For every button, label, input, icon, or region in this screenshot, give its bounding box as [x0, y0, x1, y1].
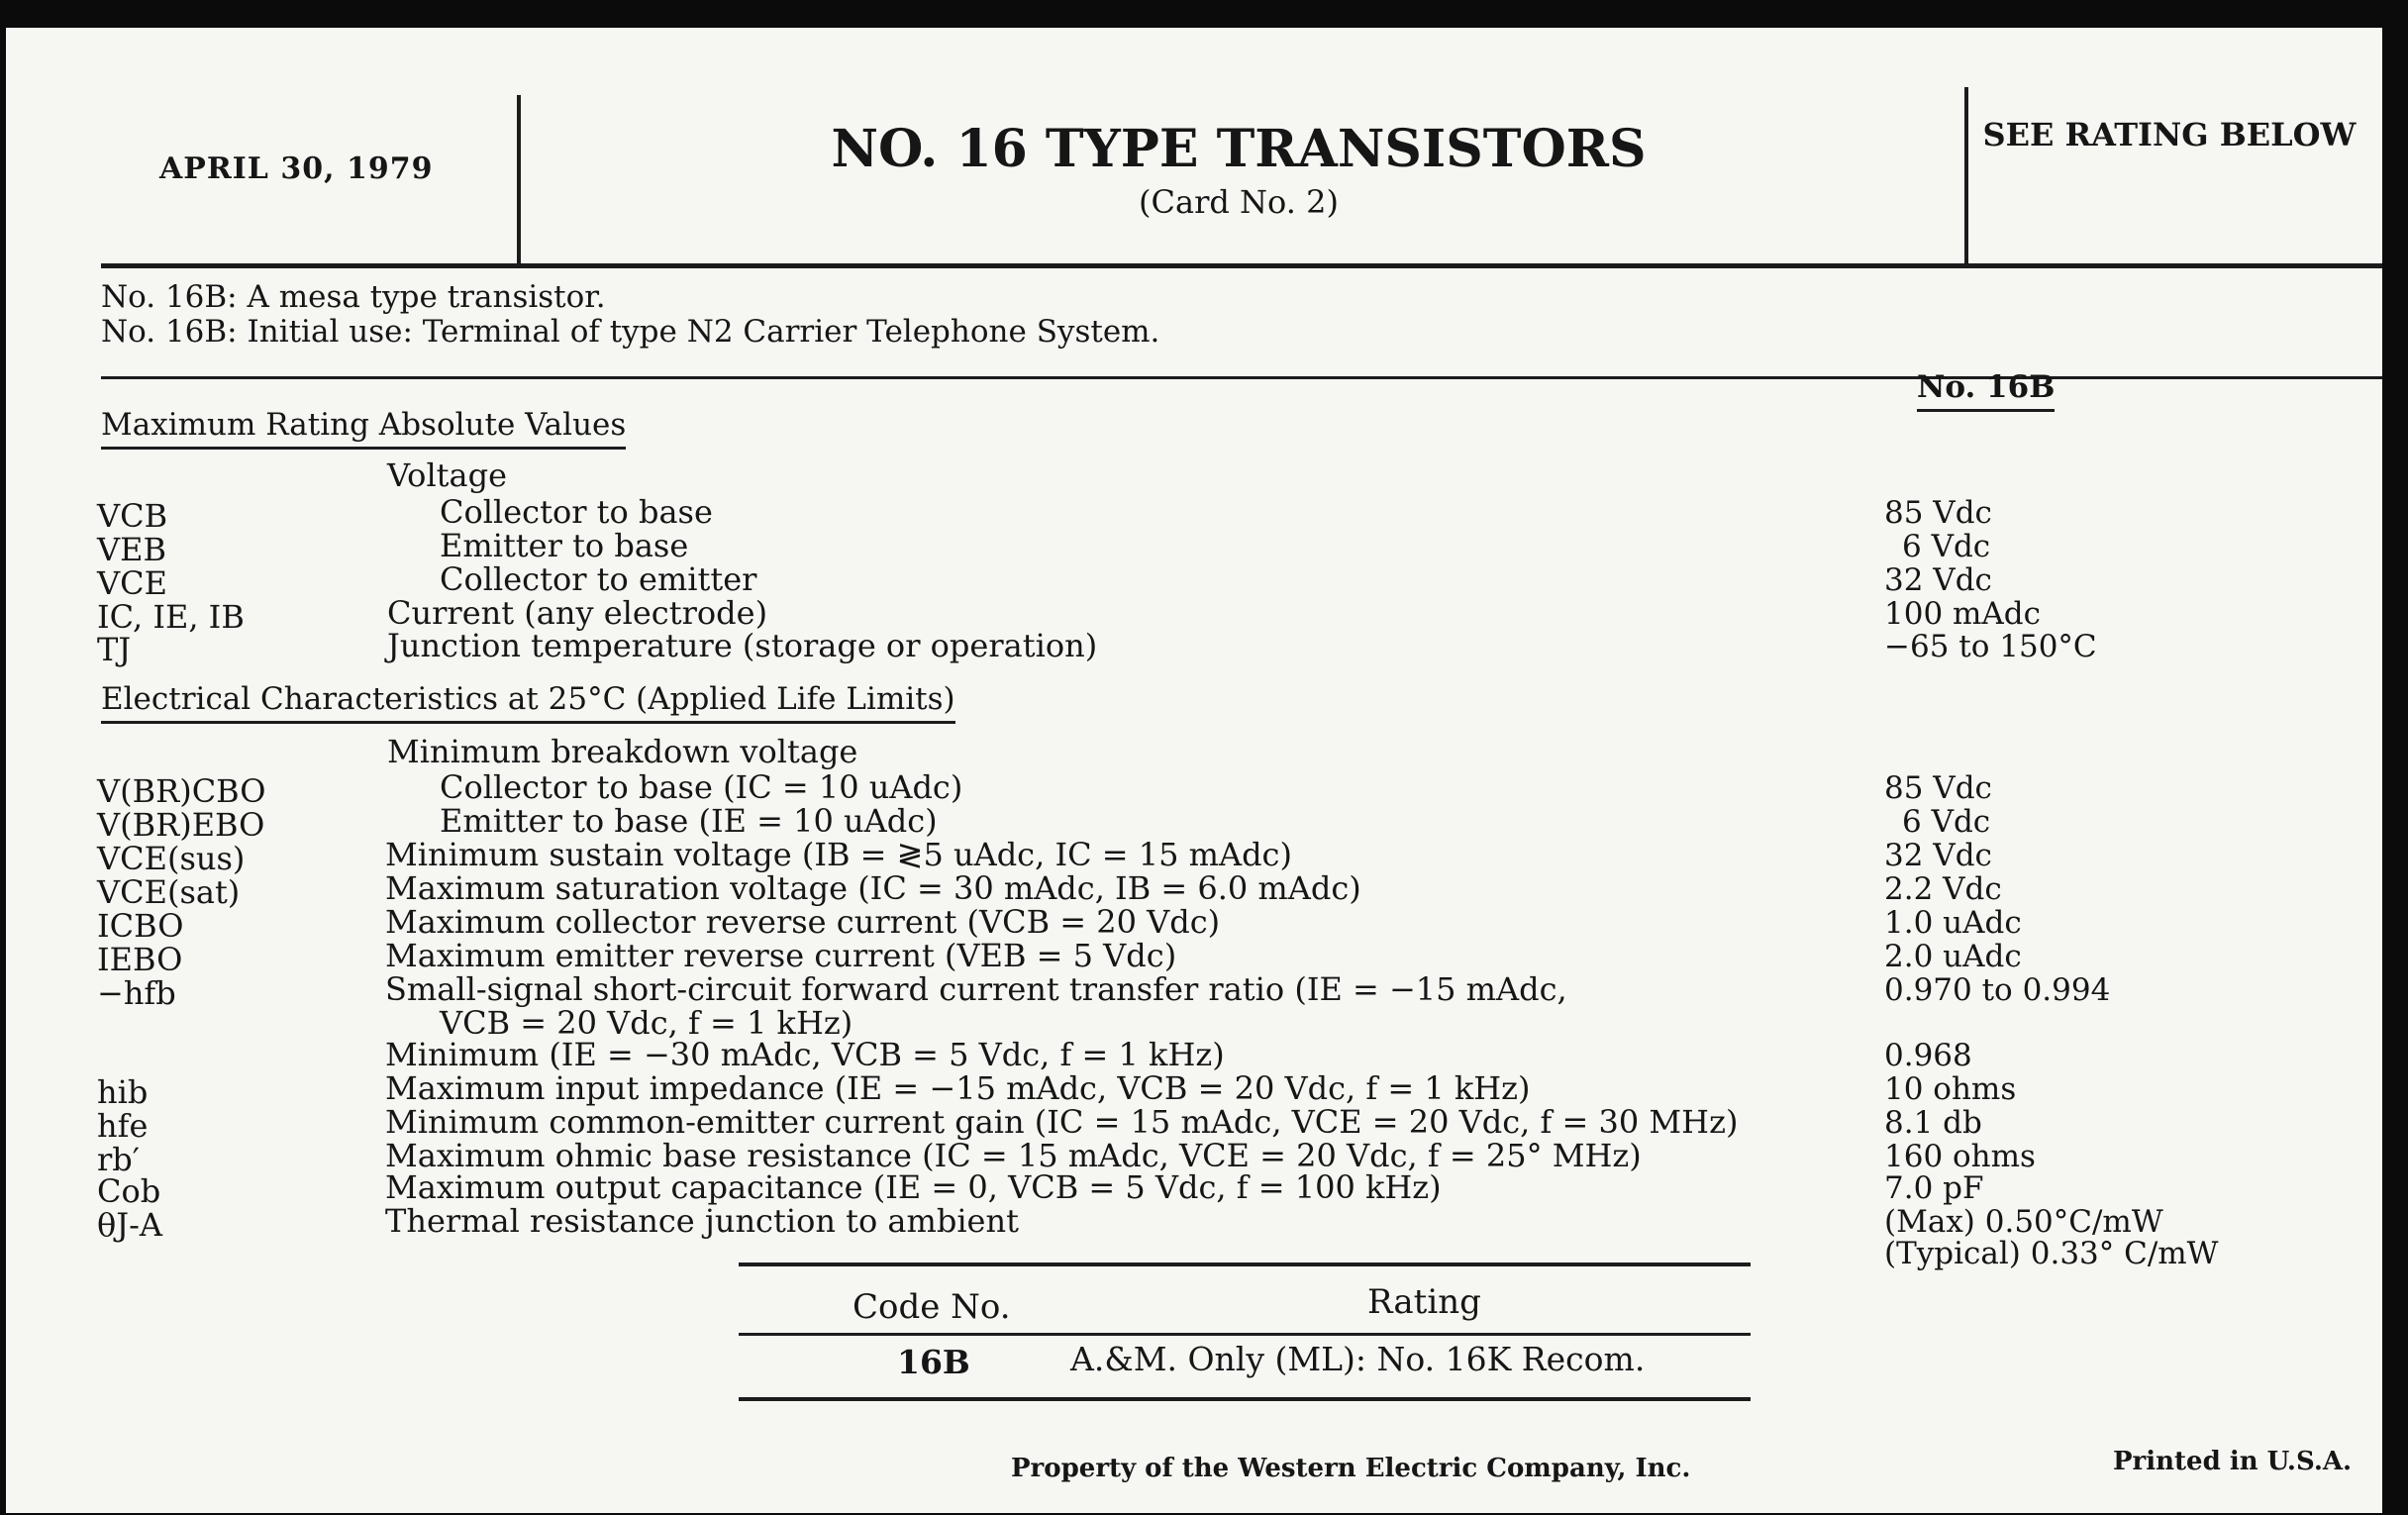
- electrical-title: Electrical Characteristics at 25°C (Applied Life Limits): [101, 681, 955, 724]
- electrical-desc: Minimum (IE = −30 mAdc, VCB = 5 Vdc, f = 1 kHz): [385, 1036, 1225, 1073]
- table-rating-value: A.&M. Only (ML): No. 16K Recom.: [1070, 1340, 1646, 1378]
- electrical-symbol: Cob: [97, 1172, 161, 1210]
- electrical-value: 10 ohms: [1884, 1071, 2017, 1107]
- document-card: [6, 28, 2382, 1513]
- table-code-value: 16B: [897, 1343, 970, 1381]
- electrical-symbol: rb′: [97, 1141, 141, 1178]
- electrical-value: 6 Vdc: [1902, 804, 1991, 840]
- electrical-desc: Maximum input impedance (IE = −15 mAdc, VCB = 20 Vdc, f = 1 kHz): [385, 1069, 1531, 1107]
- electrical-symbol: −hfb: [97, 974, 176, 1012]
- electrical-symbol: θJ-A: [97, 1206, 163, 1244]
- electrical-desc: Minimum sustain voltage (IB = ≷5 uAdc, IC = 15 mAdc): [385, 836, 1292, 873]
- header-divider-right: [1964, 87, 1968, 265]
- header-rule: [101, 263, 2382, 268]
- max-rating-symbol: IC, IE, IB: [97, 598, 245, 636]
- max-rating-value: 85 Vdc: [1884, 495, 1992, 531]
- electrical-desc: Maximum output capacitance (IE = 0, VCB = 5 Vdc, f = 100 kHz): [385, 1168, 1442, 1206]
- max-rating-desc: Emitter to base: [440, 527, 689, 564]
- electrical-symbol: IEBO: [97, 941, 183, 978]
- electrical-desc: Maximum collector reverse current (VCB = 20 Vdc): [385, 903, 1221, 941]
- max-rating-desc: Collector to base: [440, 493, 713, 531]
- max-rating-symbol: VCE: [97, 564, 167, 602]
- electrical-symbol: ICBO: [97, 907, 184, 945]
- electrical-symbol: hib: [97, 1073, 149, 1111]
- table-top-rule: [739, 1262, 1751, 1266]
- max-rating-desc: Junction temperature (storage or operation): [387, 627, 1098, 664]
- max-rating-value: 32 Vdc: [1884, 562, 1992, 598]
- max-rating-symbol: VEB: [97, 531, 166, 568]
- max-rating-desc: Current (any electrode): [387, 594, 768, 632]
- electrical-desc: Small-signal short-circuit forward current transfer ratio (IE = −15 mAdc,: [385, 970, 1567, 1008]
- card-date: APRIL 30, 1979: [159, 152, 434, 186]
- electrical-value: 2.2 Vdc: [1884, 871, 2002, 907]
- electrical-value: 8.1 db: [1884, 1105, 1982, 1141]
- electrical-symbol: V(BR)CBO: [97, 772, 266, 810]
- electrical-desc: Minimum common-emitter current gain (IC = 15 mAdc, VCE = 20 Vdc, f = 30 MHz): [385, 1103, 1739, 1141]
- voltage-heading: Voltage: [387, 456, 508, 494]
- electrical-desc: Thermal resistance junction to ambient: [385, 1202, 1019, 1240]
- electrical-symbol: VCE(sus): [97, 840, 246, 877]
- table-bottom-rule: [739, 1397, 1751, 1401]
- max-rating-symbol: VCB: [97, 497, 168, 535]
- intro-line-1: No. 16B: A mesa type transistor.: [101, 279, 606, 315]
- electrical-value: 7.0 pF: [1884, 1170, 1984, 1206]
- electrical-desc: Emitter to base (IE = 10 uAdc): [440, 802, 938, 840]
- breakdown-heading: Minimum breakdown voltage: [387, 733, 858, 770]
- electrical-desc: VCB = 20 Vdc, f = 1 kHz): [440, 1004, 853, 1042]
- max-rating-value: 6 Vdc: [1902, 529, 1991, 564]
- electrical-value: 32 Vdc: [1884, 838, 1992, 873]
- footer-printed: Printed in U.S.A.: [2113, 1447, 2353, 1476]
- electrical-value: 0.968: [1884, 1038, 1972, 1073]
- max-rating-desc: Collector to emitter: [440, 560, 757, 598]
- max-rating-value: −65 to 150°C: [1884, 629, 2097, 664]
- max-rating-symbol: TJ: [97, 631, 132, 668]
- column-header: No. 16B: [1917, 369, 2055, 412]
- table-mid-rule: [739, 1333, 1751, 1336]
- header-divider-left: [517, 95, 521, 265]
- electrical-symbol: VCE(sat): [97, 873, 241, 911]
- max-rating-value: 100 mAdc: [1884, 596, 2042, 632]
- electrical-value: 0.970 to 0.994: [1884, 972, 2111, 1008]
- card-title: NO. 16 TYPE TRANSISTORS: [831, 119, 1647, 179]
- card-subtitle: (Card No. 2): [1139, 183, 1339, 221]
- table-header-code: Code No.: [853, 1287, 1011, 1327]
- electrical-symbol: hfe: [97, 1107, 149, 1145]
- electrical-desc: Collector to base (IC = 10 uAdc): [440, 768, 963, 806]
- electrical-desc: Maximum ohmic base resistance (IC = 15 mAdc, VCE = 20 Vdc, f = 25° MHz): [385, 1137, 1642, 1174]
- electrical-desc: Maximum emitter reverse current (VEB = 5 Vdc): [385, 937, 1177, 974]
- electrical-value: (Max) 0.50°C/mW: [1884, 1204, 2163, 1240]
- electrical-value: 2.0 uAdc: [1884, 939, 2022, 974]
- electrical-value: 160 ohms: [1884, 1139, 2036, 1174]
- max-rating-title: Maximum Rating Absolute Values: [101, 407, 626, 450]
- electrical-desc: Maximum saturation voltage (IC = 30 mAdc, IB = 6.0 mAdc): [385, 869, 1361, 907]
- intro-line-2: No. 16B: Initial use: Terminal of type N2 Carrier Telephone System.: [101, 314, 1160, 350]
- footer-property: Property of the Western Electric Company, Inc.: [1011, 1454, 1691, 1483]
- electrical-value: 85 Vdc: [1884, 770, 1992, 806]
- rating-note: SEE RATING BELOW: [1982, 116, 2357, 153]
- table-header-rating: Rating: [1367, 1282, 1481, 1322]
- electrical-value: (Typical) 0.33° C/mW: [1884, 1236, 2219, 1271]
- electrical-value: 1.0 uAdc: [1884, 905, 2022, 941]
- electrical-symbol: V(BR)EBO: [97, 806, 265, 844]
